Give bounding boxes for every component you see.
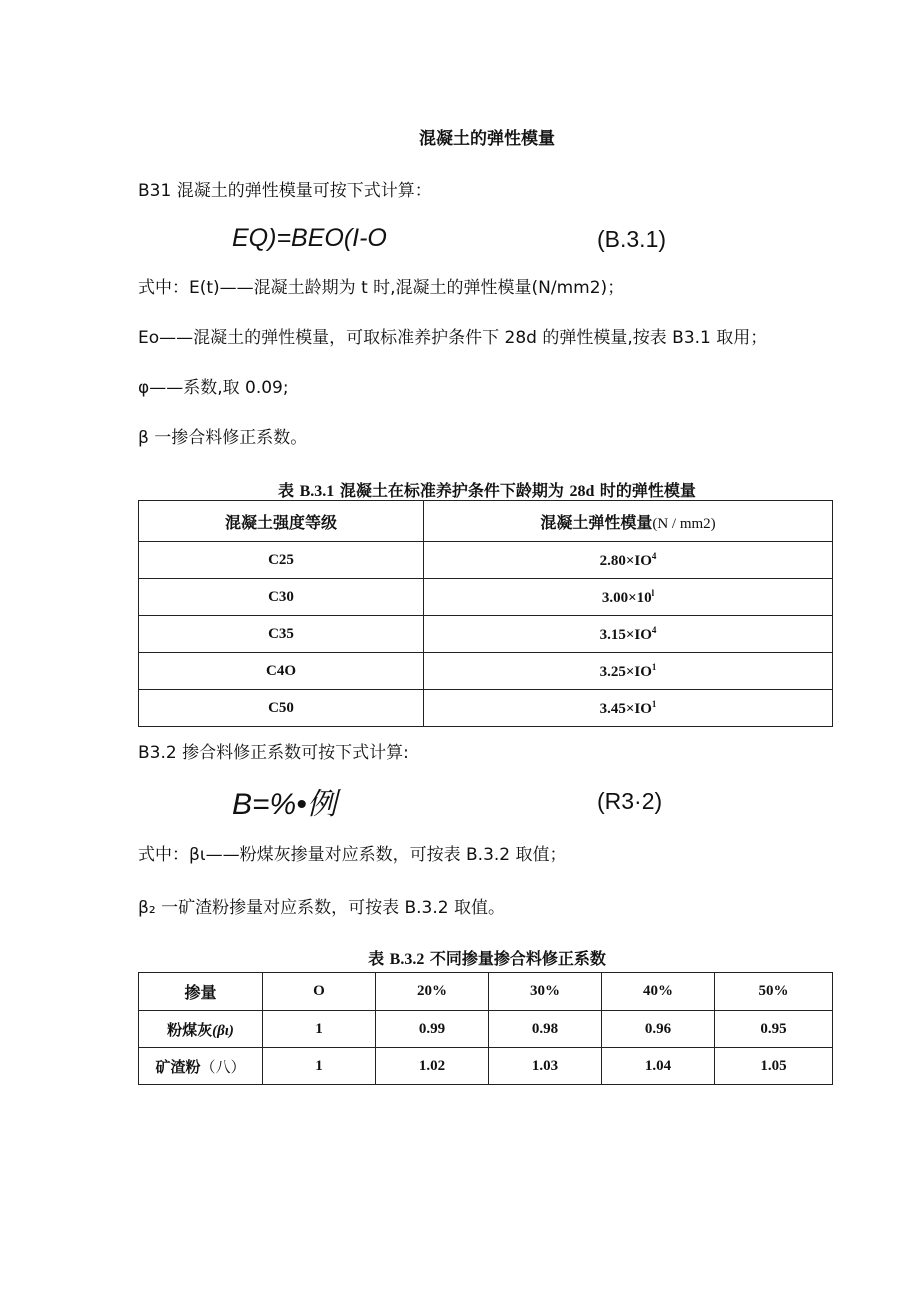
definition-beta: β 一掺合料修正系数。	[138, 428, 308, 448]
value-cell: 1	[263, 1048, 376, 1085]
value-cell: 1.03	[489, 1048, 602, 1085]
table-row	[139, 542, 833, 579]
definition-phi: φ——系数,取 0.09;	[138, 378, 289, 398]
table-b31	[138, 500, 833, 727]
paragraph-b32: B3.2 掺合料修正系数可按下式计算:	[138, 743, 409, 763]
definition-e0: Eo——混凝土的弹性模量，可取标准养护条件下 28d 的弹性模量,按表 B3.1 取用；	[138, 328, 768, 348]
equation-number-b31: (B.3.1)	[597, 226, 667, 252]
table-row	[139, 616, 833, 653]
value-cell: 0.96	[602, 1011, 715, 1048]
modulus-exponent: 4	[651, 550, 657, 561]
modulus-cell	[424, 616, 833, 653]
caption-age: 28d	[569, 483, 595, 500]
table-row	[139, 1011, 833, 1048]
modulus-exponent: l	[651, 587, 655, 598]
header-cell: O	[263, 973, 376, 1011]
value-cell: 1.02	[376, 1048, 489, 1085]
row-label-flyash	[139, 1011, 263, 1048]
table-row	[139, 690, 833, 727]
modulus-cell	[424, 542, 833, 579]
definition-beta2: β₂ 一矿渣粉掺量对应系数，可按表 B.3.2 取值。	[138, 898, 505, 918]
caption-prefix: 表	[368, 949, 390, 968]
grade-cell: C30	[139, 579, 424, 616]
paragraph-b31: B31 混凝土的弹性模量可按下式计算：	[138, 181, 432, 201]
table-header-row	[139, 501, 833, 542]
row-label-slag	[139, 1048, 263, 1085]
equation-number-b32: (R3·2)	[597, 788, 663, 814]
caption-suffix: 时的弹性模量	[594, 481, 696, 500]
header-cell: 40%	[602, 973, 715, 1011]
header-dosage: 掺量	[139, 973, 263, 1011]
caption-code: B.3.1	[299, 483, 335, 500]
modulus-exponent: 4	[651, 624, 657, 635]
modulus-base: 3.15×IO	[599, 626, 652, 643]
value-cell: 1.05	[715, 1048, 833, 1085]
modulus-cell	[424, 690, 833, 727]
value-cell: 0.99	[376, 1011, 489, 1048]
formula-b32: B=%•例	[232, 788, 337, 821]
modulus-base: 3.00×10	[601, 589, 652, 606]
value-cell: 0.95	[715, 1011, 833, 1048]
flyash-label: 粉煤灰	[167, 1020, 213, 1039]
table-row	[139, 653, 833, 690]
grade-cell: C4O	[139, 653, 424, 690]
where-line-2: 式中：βι——粉煤灰掺量对应系数，可按表 B.3.2 取值；	[138, 845, 567, 865]
table-header-row	[139, 973, 833, 1011]
caption-code: B.3.2	[389, 951, 425, 968]
table-b32-caption	[0, 946, 920, 969]
slag-symbol: （八）	[200, 1057, 246, 1076]
page-title: 混凝土的弹性模量	[419, 129, 555, 149]
modulus-base: 2.80×IO	[599, 552, 652, 569]
modulus-base: 3.45×IO	[599, 700, 652, 717]
header-modulus-unit: (N / mm2)	[652, 515, 716, 532]
modulus-exponent: 1	[651, 698, 657, 709]
formula-b31: EQ)=BEO(I-O	[232, 224, 387, 252]
grade-cell: C35	[139, 616, 424, 653]
caption-prefix: 表	[278, 481, 300, 500]
where-line-1: 式中：E(t)——混凝土龄期为 t 时,混凝土的弹性模量(N/mm2)；	[138, 278, 625, 298]
grade-cell: C25	[139, 542, 424, 579]
table-b32	[138, 972, 833, 1085]
header-cell: 30%	[489, 973, 602, 1011]
caption-suffix: 不同掺量掺合料修正系数	[424, 949, 606, 968]
modulus-cell	[424, 579, 833, 616]
value-cell: 1.04	[602, 1048, 715, 1085]
grade-cell: C50	[139, 690, 424, 727]
value-cell: 1	[263, 1011, 376, 1048]
header-modulus-label: 混凝土弹性模量	[540, 512, 653, 532]
table-row	[139, 1048, 833, 1085]
header-grade: 混凝土强度等级	[139, 501, 424, 542]
table-row	[139, 579, 833, 616]
table-b31-caption	[0, 478, 920, 501]
header-modulus	[424, 501, 833, 542]
flyash-symbol: (βι)	[212, 1022, 234, 1039]
header-cell: 20%	[376, 973, 489, 1011]
value-cell: 0.98	[489, 1011, 602, 1048]
slag-label: 矿渣粉	[155, 1057, 201, 1076]
caption-mid: 混凝土在标准养护条件下龄期为	[334, 481, 570, 500]
modulus-base: 3.25×IO	[599, 663, 652, 680]
modulus-exponent: 1	[651, 661, 657, 672]
modulus-cell	[424, 653, 833, 690]
header-cell: 50%	[715, 973, 833, 1011]
